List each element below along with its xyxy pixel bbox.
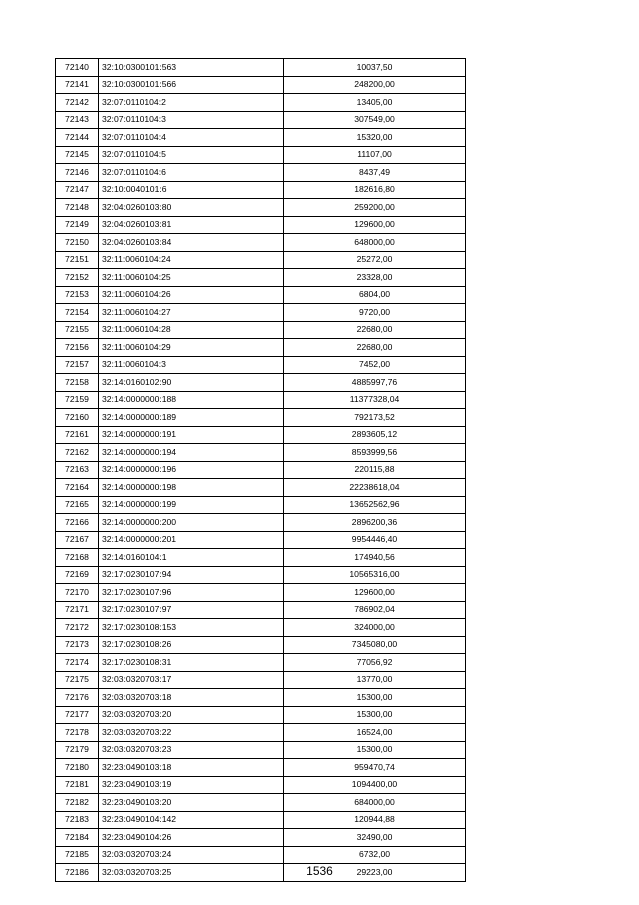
row-number-cell: 72155 [56, 321, 99, 339]
table-row [56, 479, 466, 497]
cadastral-number-cell: 32:04:0260103:81 [99, 216, 284, 234]
value-cell: 1094400,00 [284, 776, 466, 794]
cadastral-number-cell: 32:11:0060104:3 [99, 356, 284, 374]
table-row [56, 181, 466, 199]
row-number-cell: 72185 [56, 846, 99, 864]
cadastral-number-cell: 32:11:0060104:26 [99, 286, 284, 304]
cadastral-number-cell: 32:11:0060104:25 [99, 269, 284, 287]
table-row [56, 129, 466, 147]
value-cell: 15300,00 [284, 706, 466, 724]
value-cell: 959470,74 [284, 759, 466, 777]
cadastral-number-cell: 32:10:0300101:566 [99, 76, 284, 94]
cadastral-number-cell: 32:23:0490103:18 [99, 759, 284, 777]
cadastral-number-cell: 32:11:0060104:27 [99, 304, 284, 322]
value-cell: 4885997,76 [284, 374, 466, 392]
row-number-cell: 72151 [56, 251, 99, 269]
cadastral-number-cell: 32:07:0110104:3 [99, 111, 284, 129]
value-cell: 15300,00 [284, 741, 466, 759]
row-number-cell: 72152 [56, 269, 99, 287]
value-cell: 8437,49 [284, 164, 466, 182]
table-row [56, 391, 466, 409]
page-number: 1536 [306, 864, 333, 878]
cadastral-number-cell: 32:03:0320703:20 [99, 706, 284, 724]
row-number-cell: 72153 [56, 286, 99, 304]
table-row [56, 584, 466, 602]
table-row [56, 339, 466, 357]
row-number-cell: 72157 [56, 356, 99, 374]
value-cell: 2896200,36 [284, 514, 466, 532]
row-number-cell: 72144 [56, 129, 99, 147]
table-row [56, 269, 466, 287]
table-row [56, 654, 466, 672]
table-body [56, 59, 466, 882]
value-cell: 6804,00 [284, 286, 466, 304]
value-cell: 9720,00 [284, 304, 466, 322]
value-cell: 7345080,00 [284, 636, 466, 654]
cadastral-number-cell: 32:07:0110104:4 [99, 129, 284, 147]
table-row [56, 741, 466, 759]
row-number-cell: 72174 [56, 654, 99, 672]
row-number-cell: 72159 [56, 391, 99, 409]
row-number-cell: 72183 [56, 811, 99, 829]
value-cell: 174940,56 [284, 549, 466, 567]
table-row [56, 216, 466, 234]
value-cell: 129600,00 [284, 584, 466, 602]
table-row [56, 671, 466, 689]
table-row [56, 829, 466, 847]
row-number-cell: 72143 [56, 111, 99, 129]
value-cell: 9954446,40 [284, 531, 466, 549]
cadastral-number-cell: 32:10:0040101:6 [99, 181, 284, 199]
table-row [56, 461, 466, 479]
row-number-cell: 72146 [56, 164, 99, 182]
table-row [56, 321, 466, 339]
table-row [56, 286, 466, 304]
cadastral-number-cell: 32:07:0110104:2 [99, 94, 284, 112]
table-row [56, 724, 466, 742]
table-row [56, 496, 466, 514]
cadastral-number-cell: 32:17:0230108:153 [99, 619, 284, 637]
value-cell: 10037,50 [284, 59, 466, 77]
cadastral-number-cell: 32:03:0320703:23 [99, 741, 284, 759]
row-number-cell: 72184 [56, 829, 99, 847]
row-number-cell: 72149 [56, 216, 99, 234]
value-cell: 10565316,00 [284, 566, 466, 584]
cadastral-number-cell: 32:23:0490103:19 [99, 776, 284, 794]
cadastral-number-cell: 32:03:0320703:22 [99, 724, 284, 742]
row-number-cell: 72160 [56, 409, 99, 427]
table-row [56, 426, 466, 444]
table-row [56, 59, 466, 77]
cadastral-number-cell: 32:14:0000000:199 [99, 496, 284, 514]
cadastral-number-cell: 32:03:0320703:18 [99, 689, 284, 707]
cadastral-number-cell: 32:03:0320703:17 [99, 671, 284, 689]
row-number-cell: 72180 [56, 759, 99, 777]
cadastral-number-cell: 32:17:0230107:96 [99, 584, 284, 602]
value-cell: 792173,52 [284, 409, 466, 427]
table-row [56, 619, 466, 637]
cadastral-number-cell: 32:14:0000000:189 [99, 409, 284, 427]
table-row [56, 794, 466, 812]
value-cell: 120944,88 [284, 811, 466, 829]
table-row [56, 601, 466, 619]
row-number-cell: 72173 [56, 636, 99, 654]
row-number-cell: 72179 [56, 741, 99, 759]
value-cell: 307549,00 [284, 111, 466, 129]
row-number-cell: 72177 [56, 706, 99, 724]
row-number-cell: 72186 [56, 864, 99, 882]
row-number-cell: 72150 [56, 234, 99, 252]
row-number-cell: 72148 [56, 199, 99, 217]
row-number-cell: 72182 [56, 794, 99, 812]
cadastral-number-cell: 32:23:0490104:26 [99, 829, 284, 847]
cadastral-number-cell: 32:14:0000000:201 [99, 531, 284, 549]
table-row [56, 111, 466, 129]
table-row [56, 706, 466, 724]
value-cell: 25272,00 [284, 251, 466, 269]
table-row [56, 846, 466, 864]
row-number-cell: 72162 [56, 444, 99, 462]
table-row [56, 636, 466, 654]
cadastral-number-cell: 32:17:0230107:97 [99, 601, 284, 619]
table-row [56, 304, 466, 322]
table-row [56, 444, 466, 462]
row-number-cell: 72141 [56, 76, 99, 94]
cadastral-number-cell: 32:14:0160102:90 [99, 374, 284, 392]
value-cell: 13405,00 [284, 94, 466, 112]
value-cell: 182616,80 [284, 181, 466, 199]
row-number-cell: 72165 [56, 496, 99, 514]
value-cell: 8593999,56 [284, 444, 466, 462]
table-row [56, 234, 466, 252]
row-number-cell: 72154 [56, 304, 99, 322]
row-number-cell: 72178 [56, 724, 99, 742]
row-number-cell: 72181 [56, 776, 99, 794]
table-row [56, 811, 466, 829]
row-number-cell: 72172 [56, 619, 99, 637]
row-number-cell: 72168 [56, 549, 99, 567]
cadastral-number-cell: 32:14:0000000:188 [99, 391, 284, 409]
table-row [56, 566, 466, 584]
cadastral-number-cell: 32:07:0110104:6 [99, 164, 284, 182]
table-row [56, 549, 466, 567]
value-cell: 77056,92 [284, 654, 466, 672]
table-row [56, 199, 466, 217]
value-cell: 22680,00 [284, 339, 466, 357]
cadastral-number-cell: 32:14:0000000:194 [99, 444, 284, 462]
value-cell: 29223,00 [284, 864, 466, 882]
value-cell: 129600,00 [284, 216, 466, 234]
cadastral-number-cell: 32:17:0230108:26 [99, 636, 284, 654]
value-cell: 16524,00 [284, 724, 466, 742]
row-number-cell: 72175 [56, 671, 99, 689]
cadastral-number-cell: 32:17:0230107:94 [99, 566, 284, 584]
cadastral-number-cell: 32:11:0060104:29 [99, 339, 284, 357]
value-cell: 15320,00 [284, 129, 466, 147]
row-number-cell: 72156 [56, 339, 99, 357]
row-number-cell: 72170 [56, 584, 99, 602]
cadastral-number-cell: 32:07:0110104:5 [99, 146, 284, 164]
value-cell: 22680,00 [284, 321, 466, 339]
value-cell: 13770,00 [284, 671, 466, 689]
table-row [56, 689, 466, 707]
table-row [56, 76, 466, 94]
row-number-cell: 72164 [56, 479, 99, 497]
value-cell: 684000,00 [284, 794, 466, 812]
table-row [56, 94, 466, 112]
value-cell: 7452,00 [284, 356, 466, 374]
cadastral-number-cell: 32:23:0490103:20 [99, 794, 284, 812]
value-cell: 15300,00 [284, 689, 466, 707]
row-number-cell: 72169 [56, 566, 99, 584]
value-cell: 324000,00 [284, 619, 466, 637]
table-row [56, 251, 466, 269]
value-cell: 259200,00 [284, 199, 466, 217]
row-number-cell: 72147 [56, 181, 99, 199]
table-row [56, 759, 466, 777]
row-number-cell: 72167 [56, 531, 99, 549]
row-number-cell: 72161 [56, 426, 99, 444]
row-number-cell: 72145 [56, 146, 99, 164]
value-cell: 786902,04 [284, 601, 466, 619]
value-cell: 13652562,96 [284, 496, 466, 514]
value-cell: 32490,00 [284, 829, 466, 847]
cadastral-value-table [55, 58, 466, 882]
table-row [56, 146, 466, 164]
cadastral-number-cell: 32:23:0490104:142 [99, 811, 284, 829]
row-number-cell: 72176 [56, 689, 99, 707]
cadastral-number-cell: 32:11:0060104:28 [99, 321, 284, 339]
cadastral-number-cell: 32:14:0000000:198 [99, 479, 284, 497]
cadastral-number-cell: 32:03:0320703:24 [99, 846, 284, 864]
cadastral-number-cell: 32:14:0160104:1 [99, 549, 284, 567]
row-number-cell: 72140 [56, 59, 99, 77]
table-row [56, 409, 466, 427]
row-number-cell: 72166 [56, 514, 99, 532]
table-row [56, 356, 466, 374]
value-cell: 11107,00 [284, 146, 466, 164]
row-number-cell: 72158 [56, 374, 99, 392]
cadastral-number-cell: 32:03:0320703:25 [99, 864, 284, 882]
cadastral-number-cell: 32:11:0060104:24 [99, 251, 284, 269]
table-row [56, 531, 466, 549]
table-row [56, 514, 466, 532]
cadastral-number-cell: 32:14:0000000:196 [99, 461, 284, 479]
cadastral-number-cell: 32:14:0000000:191 [99, 426, 284, 444]
value-cell: 6732,00 [284, 846, 466, 864]
value-cell: 11377328,04 [284, 391, 466, 409]
row-number-cell: 72163 [56, 461, 99, 479]
value-cell: 23328,00 [284, 269, 466, 287]
value-cell: 648000,00 [284, 234, 466, 252]
cadastral-number-cell: 32:10:0300101:563 [99, 59, 284, 77]
cadastral-number-cell: 32:04:0260103:80 [99, 199, 284, 217]
value-cell: 220115,88 [284, 461, 466, 479]
table-row [56, 776, 466, 794]
row-number-cell: 72171 [56, 601, 99, 619]
cadastral-number-cell: 32:04:0260103:84 [99, 234, 284, 252]
cadastral-number-cell: 32:14:0000000:200 [99, 514, 284, 532]
table-row [56, 164, 466, 182]
value-cell: 2893605,12 [284, 426, 466, 444]
cadastral-number-cell: 32:17:0230108:31 [99, 654, 284, 672]
table-row [56, 374, 466, 392]
value-cell: 22238618,04 [284, 479, 466, 497]
row-number-cell: 72142 [56, 94, 99, 112]
value-cell: 248200,00 [284, 76, 466, 94]
